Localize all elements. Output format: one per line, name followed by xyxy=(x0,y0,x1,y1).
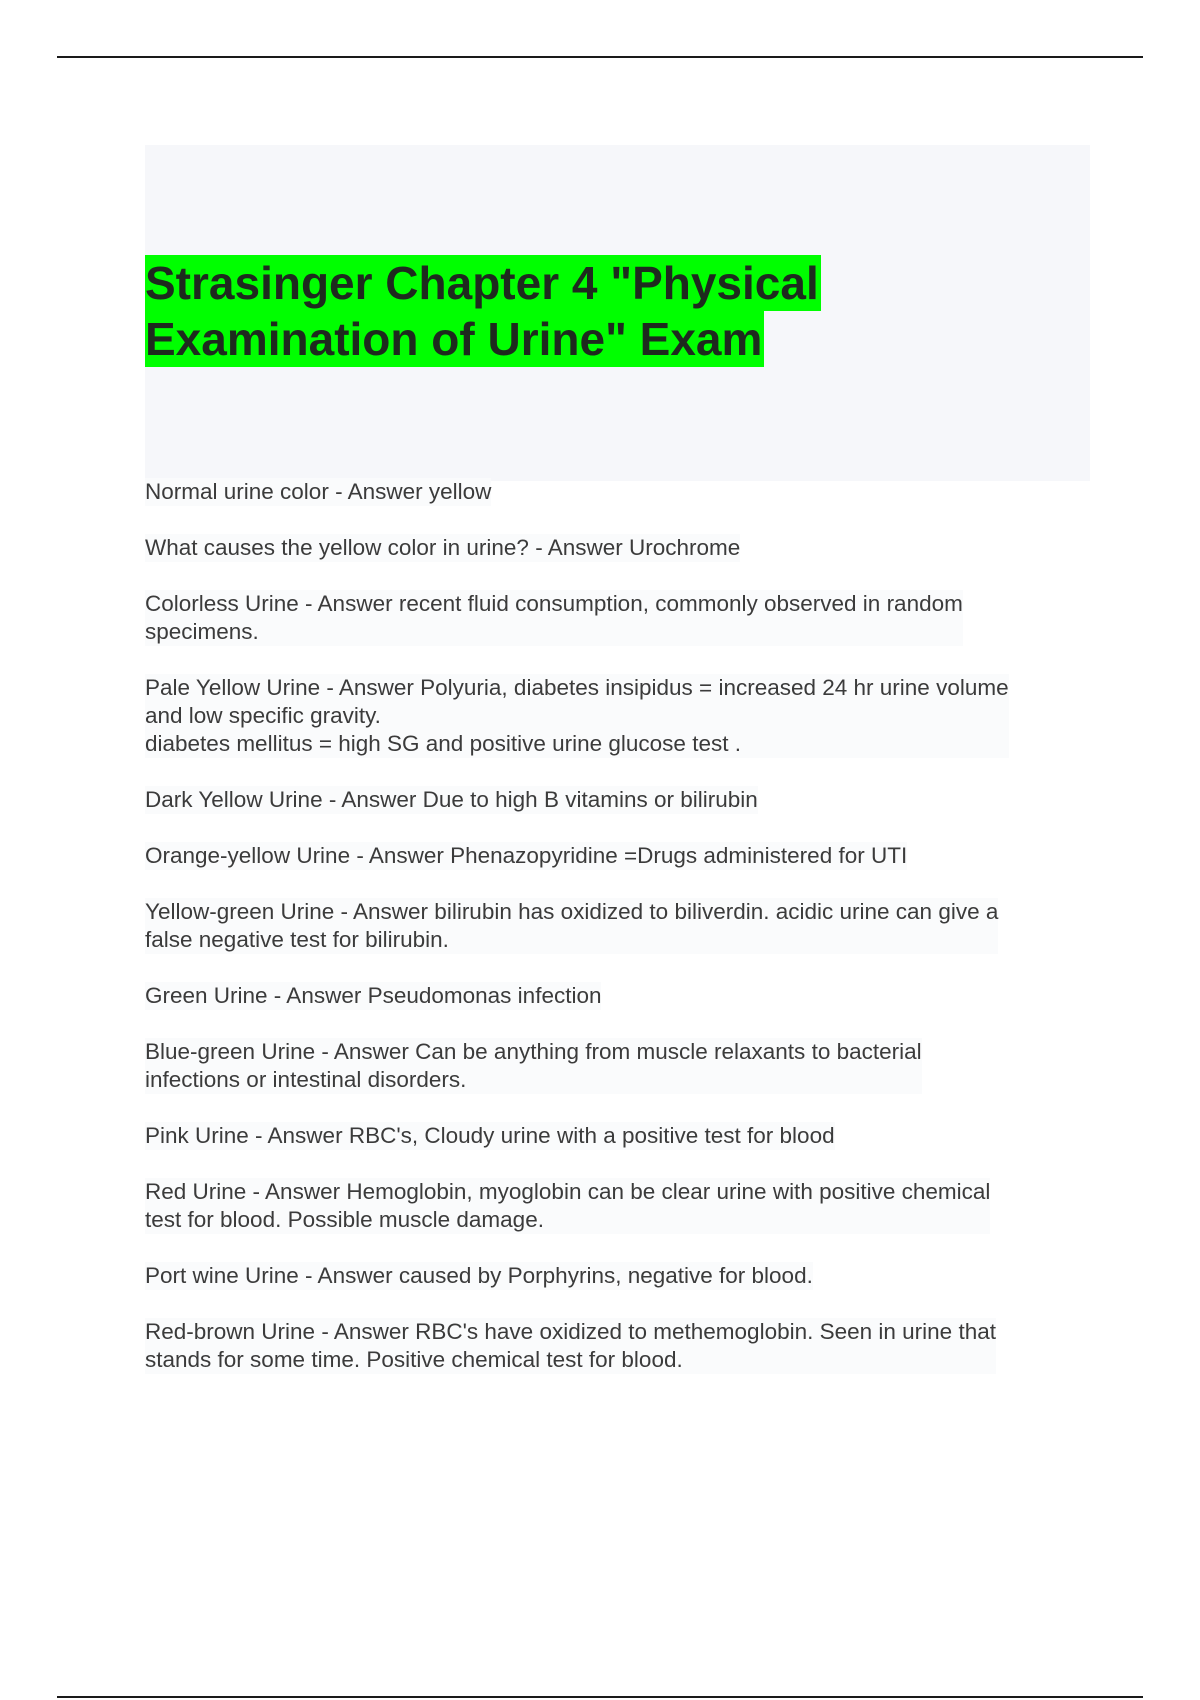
qa-list xyxy=(145,478,1090,1402)
qa-item xyxy=(145,1122,835,1150)
qa-item xyxy=(145,982,601,1010)
qa-item xyxy=(145,1262,813,1290)
qa-item xyxy=(145,842,907,870)
qa-item xyxy=(145,590,963,646)
qa-line: Port wine Urine - Answer caused by Porphyrins, negative for blood. xyxy=(145,1263,813,1288)
qa-line: stands for some time. Positive chemical test for blood. xyxy=(145,1347,683,1372)
qa-item xyxy=(145,1318,996,1374)
qa-line: diabetes mellitus = high SG and positive urine glucose test . xyxy=(145,731,741,756)
qa-item xyxy=(145,898,998,954)
bottom-rule xyxy=(57,1696,1143,1698)
qa-line: Yellow-green Urine - Answer bilirubin has oxidized to biliverdin. acidic urine can give a xyxy=(145,899,999,924)
qa-item xyxy=(145,1038,922,1094)
qa-line: Green Urine - Answer Pseudomonas infection xyxy=(145,983,602,1008)
qa-line: Normal urine color - Answer yellow xyxy=(145,479,492,504)
title-line-1: Strasinger Chapter 4 "Physical xyxy=(145,257,819,309)
document-title xyxy=(145,255,905,367)
qa-line: Blue-green Urine - Answer Can be anything from muscle relaxants to bacterial xyxy=(145,1039,922,1064)
qa-line: test for blood. Possible muscle damage. xyxy=(145,1207,544,1232)
qa-line: and low specific gravity. xyxy=(145,703,381,728)
qa-line: Red Urine - Answer Hemoglobin, myoglobin can be clear urine with positive chemical xyxy=(145,1179,991,1204)
qa-line: Pale Yellow Urine - Answer Polyuria, diabetes insipidus = increased 24 hr urine volume xyxy=(145,675,1009,700)
qa-item xyxy=(145,534,740,562)
qa-line: What causes the yellow color in urine? - Answer Urochrome xyxy=(145,535,741,560)
qa-line: Colorless Urine - Answer recent fluid consumption, commonly observed in random xyxy=(145,591,963,616)
qa-item xyxy=(145,674,1009,758)
title-line-2: Examination of Urine" Exam xyxy=(145,313,763,365)
qa-line: specimens. xyxy=(145,619,259,644)
qa-line: Red-brown Urine - Answer RBC's have oxidized to methemoglobin. Seen in urine that xyxy=(145,1319,996,1344)
qa-item xyxy=(145,1178,990,1234)
qa-item xyxy=(145,786,758,814)
qa-line: false negative test for bilirubin. xyxy=(145,927,449,952)
qa-item xyxy=(145,478,491,506)
qa-line: Pink Urine - Answer RBC's, Cloudy urine with a positive test for blood xyxy=(145,1123,835,1148)
top-rule xyxy=(57,56,1143,58)
qa-line: Dark Yellow Urine - Answer Due to high B vitamins or bilirubin xyxy=(145,787,758,812)
qa-line: Orange-yellow Urine - Answer Phenazopyridine =Drugs administered for UTI xyxy=(145,843,908,868)
qa-line: infections or intestinal disorders. xyxy=(145,1067,467,1092)
